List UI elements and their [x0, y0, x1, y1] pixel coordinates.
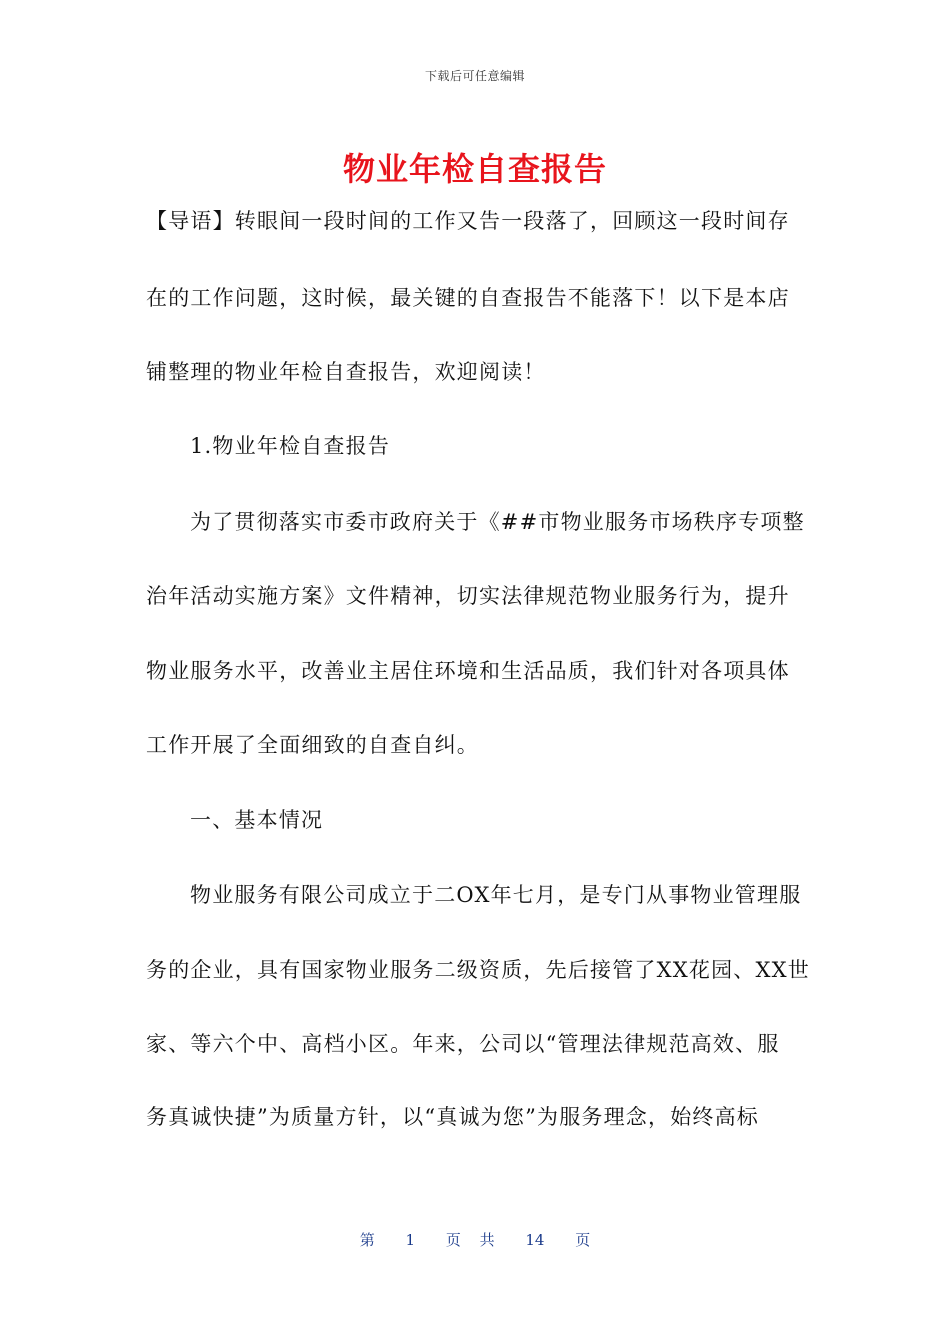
paragraph-line: 家、等六个中、高档小区。年来，公司以“管理法律规范高效、服 — [146, 1032, 780, 1056]
document-title: 物业年检自查报告 — [342, 150, 607, 188]
paragraph-line: 在的工作问题，这时候，最关键的自查报告不能落下！以下是本店 — [146, 286, 790, 310]
paragraph-line: 务的企业，具有国家物业服务二级资质，先后接管了XX花园、XX世 — [146, 958, 810, 982]
paragraph-line: 务真诚快捷”为质量方针，以“真诚为您”为服务理念，始终高标 — [146, 1105, 760, 1129]
footer-total-pages: 14 — [525, 1231, 545, 1249]
section-heading: 1.物业年检自查报告 — [190, 434, 391, 458]
paragraph-line: 治年活动实施方案》文件精神，切实法律规范物业服务行为，提升 — [146, 584, 790, 608]
paragraph-line: 物业服务有限公司成立于二OX年七月，是专门从事物业管理服 — [190, 883, 802, 907]
paragraph-line: 物业服务水平，改善业主居住环境和生活品质，我们针对各项具体 — [146, 659, 790, 683]
page-footer — [0, 1229, 950, 1250]
footer-suffix: 页 — [575, 1231, 591, 1249]
paragraph-line: 铺整理的物业年检自查报告，欢迎阅读！ — [146, 360, 546, 384]
footer-page-number: 1 — [405, 1231, 416, 1249]
paragraph-line: 为了贯彻落实市委市政府关于《##市物业服务市场秩序专项整 — [190, 510, 805, 534]
footer-middle: 页 共 — [445, 1231, 495, 1249]
paragraph-line: 【导语】转眼间一段时间的工作又告一段落了，回顾这一段时间存 — [146, 209, 790, 233]
paragraph-line: 工作开展了全面细致的自查自纠。 — [146, 733, 479, 757]
section-heading: 一、基本情况 — [190, 808, 324, 832]
header-note: 下载后可任意编辑 — [424, 69, 525, 83]
footer-prefix: 第 — [359, 1231, 375, 1249]
